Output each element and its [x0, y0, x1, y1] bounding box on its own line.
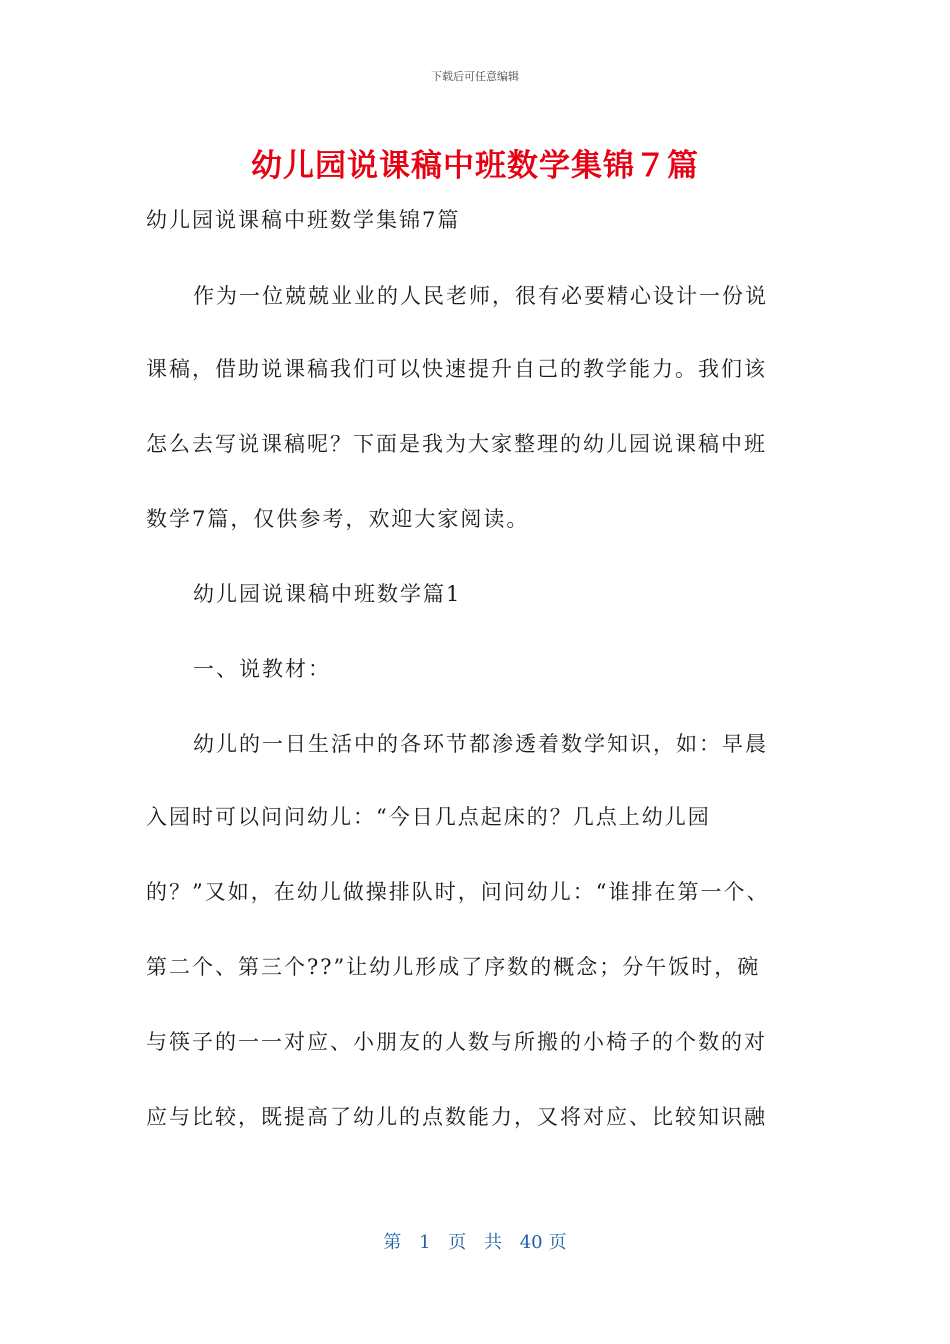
- current-page-number: 1: [419, 1232, 431, 1253]
- paragraph-line: 应与比较，既提高了幼儿的点数能力，又将对应、比较知识融: [146, 1105, 767, 1129]
- subsection-heading: 一、说教材：: [193, 657, 331, 681]
- paragraph-line: 第二个、第三个??”让幼儿形成了序数的概念；分午饭时，碗: [146, 955, 761, 979]
- paragraph-line: 怎么去写说课稿呢？下面是我为大家整理的幼儿园说课稿中班: [146, 432, 767, 456]
- footer-total-word: 共: [484, 1232, 502, 1253]
- paragraph-line: 作为一位兢兢业业的人民老师，很有必要精心设计一份说: [193, 284, 768, 308]
- section-heading: 幼儿园说课稿中班数学篇1: [193, 582, 462, 606]
- footer-page-word: 页: [448, 1232, 467, 1253]
- footer-suffix: 页: [548, 1232, 567, 1253]
- total-page-count: 40: [519, 1232, 543, 1253]
- footer-prefix: 第: [383, 1232, 402, 1253]
- page-footer: [0, 1228, 950, 1254]
- header-note: 下载后可任意编辑: [431, 70, 519, 83]
- paragraph-line: 入园时可以问问幼儿：“今日几点起床的？几点上幼儿园: [146, 805, 711, 829]
- paragraph-line: 数学7篇，仅供参考，欢迎大家阅读。: [146, 507, 530, 531]
- paragraph-line: 幼儿的一日生活中的各环节都渗透着数学知识，如：早晨: [193, 732, 768, 756]
- document-title: 幼儿园说课稿中班数学集锦７篇: [251, 148, 699, 184]
- paragraph-line: 与筷子的一一对应、小朋友的人数与所搬的小椅子的个数的对: [146, 1030, 767, 1054]
- paragraph-line: 的？”又如，在幼儿做操排队时，问问幼儿：“谁排在第一个、: [146, 880, 770, 904]
- subtitle-line: 幼儿园说课稿中班数学集锦7篇: [146, 208, 461, 232]
- paragraph-line: 课稿，借助说课稿我们可以快速提升自己的教学能力。我们该: [146, 357, 767, 381]
